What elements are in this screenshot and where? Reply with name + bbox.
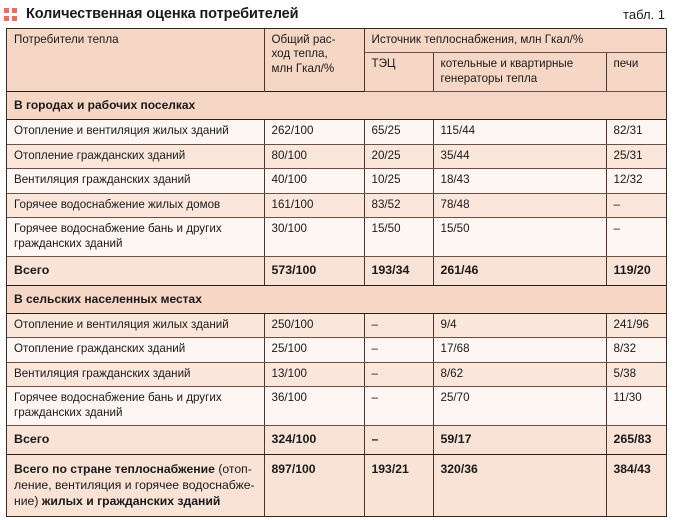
cell-boilers: 261/46: [433, 257, 606, 286]
cell-tec: 193/34: [364, 257, 433, 286]
cell-tec: –: [364, 362, 433, 386]
table-row: [7, 193, 666, 217]
cell-total: 36/100: [264, 387, 364, 426]
cell-tec: –: [364, 387, 433, 426]
cell-boilers: 18/43: [433, 169, 606, 193]
header-total-consumption-line2: ход тепла,: [271, 47, 328, 61]
row-label: Горячее водоснабжение бань и других гражданских зданий: [7, 387, 264, 426]
cell-stoves: 5/38: [606, 362, 666, 386]
table-head: [7, 29, 666, 92]
header-heat-source-group: Источник теплоснабжения, млн Гкал/%: [364, 29, 666, 53]
cell-boilers: 59/17: [433, 426, 606, 455]
cell-boilers: 9/4: [433, 313, 606, 337]
table-row: [7, 169, 666, 193]
table-row: [7, 387, 666, 426]
header-boilers-line1: котельные и квартирные: [440, 57, 574, 71]
cell-total: 897/100: [264, 454, 364, 516]
cell-tec: 193/21: [364, 454, 433, 516]
header-total-consumption-line3: млн Гкал/%: [271, 61, 335, 75]
cell-tec: 83/52: [364, 193, 433, 217]
header-stoves: печи: [606, 53, 666, 92]
four-dots-icon: [4, 8, 18, 22]
cell-stoves: 265/83: [606, 426, 666, 455]
section-total-row: [7, 257, 666, 286]
header-tec: ТЭЦ: [364, 53, 433, 92]
cell-boilers: 35/44: [433, 144, 606, 168]
cell-tec: –: [364, 313, 433, 337]
header-total-consumption: [264, 29, 364, 92]
grand-total-regular-1: (отоп-: [214, 461, 252, 476]
row-label: Отопление гражданских зданий: [7, 144, 264, 168]
table-number-label: табл. 1: [623, 6, 665, 22]
data-table-container: [6, 28, 667, 517]
cell-total: 161/100: [264, 193, 364, 217]
cell-stoves: 25/31: [606, 144, 666, 168]
cell-total: 25/100: [264, 338, 364, 362]
cell-total: 13/100: [264, 362, 364, 386]
cell-tec: 20/25: [364, 144, 433, 168]
page-header: [0, 0, 673, 28]
header-consumers: Потребители тепла: [7, 29, 264, 92]
cell-tec: 15/50: [364, 218, 433, 257]
cell-tec: 10/25: [364, 169, 433, 193]
consumers-heat-table: [7, 29, 666, 516]
row-label-total: Всего: [7, 426, 264, 455]
table-body: [7, 92, 666, 516]
row-label: Отопление и вентиляция жилых зданий: [7, 120, 264, 144]
cell-stoves: 8/32: [606, 338, 666, 362]
header-total-consumption-line1: Общий рас-: [271, 33, 336, 46]
table-row: [7, 218, 666, 257]
cell-tec: 65/25: [364, 120, 433, 144]
table-row: [7, 313, 666, 337]
section-title-rural: В сельских населенных местах: [7, 285, 666, 313]
cell-stoves: 241/96: [606, 313, 666, 337]
cell-total: 40/100: [264, 169, 364, 193]
section-total-row: [7, 426, 666, 455]
grand-total-bold-1: Всего по стране теплоснабжение: [14, 461, 215, 476]
section-title-cities: В городах и рабочих поселках: [7, 92, 666, 120]
cell-boilers: 115/44: [433, 120, 606, 144]
cell-tec: –: [364, 426, 433, 455]
section-header-row: [7, 92, 666, 120]
cell-total: 80/100: [264, 144, 364, 168]
cell-stoves: 82/31: [606, 120, 666, 144]
cell-stoves: 119/20: [606, 257, 666, 286]
cell-stoves: 11/30: [606, 387, 666, 426]
header-boilers-line2: генераторы тепла: [440, 71, 538, 85]
cell-stoves: 384/43: [606, 454, 666, 516]
grand-total-bold-2: жилых и гражданских зданий: [38, 493, 221, 508]
cell-stoves: –: [606, 193, 666, 217]
cell-boilers: 78/48: [433, 193, 606, 217]
row-label-total: Всего: [7, 257, 264, 286]
grand-total-row: [7, 454, 666, 516]
grand-total-regular-3: ние): [14, 493, 39, 508]
header-row-top: [7, 29, 666, 53]
page-title: Количественная оценка потребителей: [26, 6, 299, 22]
table-row: [7, 144, 666, 168]
header-boilers: [433, 53, 606, 92]
cell-total: 30/100: [264, 218, 364, 257]
row-label: Горячее водоснабжение бань и других гражданских зданий: [7, 218, 264, 257]
table-row: [7, 120, 666, 144]
cell-total: 573/100: [264, 257, 364, 286]
row-label-grand-total: [7, 454, 264, 516]
cell-total: 250/100: [264, 313, 364, 337]
cell-stoves: 12/32: [606, 169, 666, 193]
cell-stoves: –: [606, 218, 666, 257]
grand-total-regular-2: ление, вентиляция и горячее водоснабже-: [14, 477, 255, 492]
cell-tec: –: [364, 338, 433, 362]
row-label: Отопление и вентиляция жилых зданий: [7, 313, 264, 337]
row-label: Отопление гражданских зданий: [7, 338, 264, 362]
table-row: [7, 362, 666, 386]
row-label: Вентиляция гражданских зданий: [7, 362, 264, 386]
cell-boilers: 15/50: [433, 218, 606, 257]
section-header-row: [7, 285, 666, 313]
table-row: [7, 338, 666, 362]
row-label: Горячее водоснабжение жилых домов: [7, 193, 264, 217]
cell-boilers: 8/62: [433, 362, 606, 386]
row-label: Вентиляция гражданских зданий: [7, 169, 264, 193]
cell-boilers: 25/70: [433, 387, 606, 426]
cell-boilers: 17/68: [433, 338, 606, 362]
cell-boilers: 320/36: [433, 454, 606, 516]
cell-total: 262/100: [264, 120, 364, 144]
cell-total: 324/100: [264, 426, 364, 455]
